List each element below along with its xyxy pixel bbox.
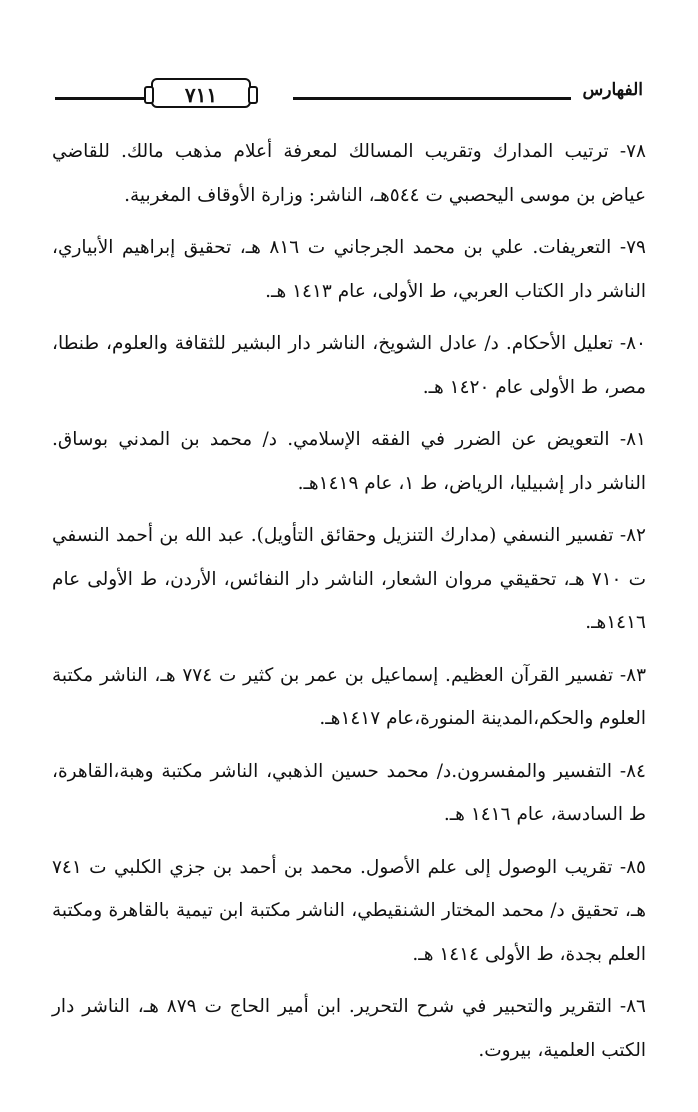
entry-text: ترتيب المدارك وتقريب المسالك لمعرفة أعلام مذهب مالك. للقاضي عياض بن موسى اليحصبي ت ٥٤٤هـ، الناشر: وزارة الأوقاف المغربية. bbox=[52, 141, 646, 206]
entry-text: تعليل الأحكام. د/ عادل الشويخ، الناشر دار البشير للثقافة والعلوم، طنطا، مصر، ط الأولى عام ١٤٢٠ هـ. bbox=[52, 333, 646, 398]
bibliography-list bbox=[52, 130, 646, 1081]
entry-text: التقرير والتحبير في شرح التحرير. ابن أمير الحاج ت ٨٧٩ هـ، الناشر دار الكتب العلمية، بيروت. bbox=[52, 996, 646, 1061]
page-number: ٧١١ bbox=[151, 78, 251, 108]
bibliography-entry bbox=[52, 846, 646, 977]
entry-number: ٨١- bbox=[619, 429, 646, 450]
entry-number: ٨٥- bbox=[619, 856, 646, 878]
entry-text: التفسير والمفسرون.د/ محمد حسين الذهبي، الناشر مكتبة وهبة،القاهرة، ط السادسة، عام ١٤١٦ هـ. bbox=[52, 760, 646, 825]
entry-text: تقريب الوصول إلى علم الأصول. محمد بن أحمد بن جزي الكلبي ت ٧٤١ هـ، تحقيق د/ محمد المختار الشنقيطي، الناشر مكتبة ابن تيمية بالقاهرة ومكتبة العلم بجدة، ط الأولى ١٤١٤ هـ. bbox=[52, 856, 646, 965]
bibliography-entry bbox=[52, 985, 646, 1072]
header-rule-left bbox=[55, 97, 145, 100]
entry-text: تفسير النسفي (مدارك التنزيل وحقائق التأويل). عبد الله بن أحمد النسفي ت ٧١٠ هـ، تحقيقي مروان الشعار، الناشر دار النفائس، الأردن، ط الأولى عام ١٤١٦هـ. bbox=[52, 525, 646, 633]
entry-number: ٨٣- bbox=[619, 664, 647, 686]
entry-number: ٧٩- bbox=[619, 237, 646, 258]
entry-text: التعويض عن الضرر في الفقه الإسلامي. د/ محمد بن المدني بوساق. الناشر دار إشبيليا، الرياض، ط ١، عام ١٤١٩هـ. bbox=[52, 429, 646, 494]
entry-number: ٨٠- bbox=[619, 333, 646, 354]
page-header bbox=[55, 74, 643, 114]
header-title: الفهارس bbox=[582, 80, 643, 100]
bibliography-entry bbox=[52, 418, 646, 505]
bibliography-entry bbox=[52, 654, 646, 741]
entry-number: ٨٢- bbox=[619, 525, 646, 546]
bibliography-entry bbox=[52, 514, 646, 645]
entry-number: ٨٦- bbox=[619, 996, 646, 1017]
header-rule-right bbox=[293, 97, 571, 100]
bibliography-entry bbox=[52, 130, 646, 217]
bibliography-entry bbox=[52, 226, 646, 313]
entry-text: التعريفات. علي بن محمد الجرجاني ت ٨١٦ هـ، تحقيق إبراهيم الأبياري، الناشر دار الكتاب العربي، ط الأولى، عام ١٤١٣ هـ. bbox=[52, 237, 646, 302]
entry-text: تفسير القرآن العظيم. إسماعيل بن عمر بن كثير ت ٧٧٤ هـ، الناشر مكتبة العلوم والحكم،المدينة المنورة،عام ١٤١٧هـ. bbox=[52, 664, 646, 729]
bibliography-entry bbox=[52, 750, 646, 837]
entry-number: ٧٨- bbox=[619, 141, 646, 162]
bibliography-entry bbox=[52, 322, 646, 409]
entry-number: ٨٤- bbox=[619, 760, 646, 782]
